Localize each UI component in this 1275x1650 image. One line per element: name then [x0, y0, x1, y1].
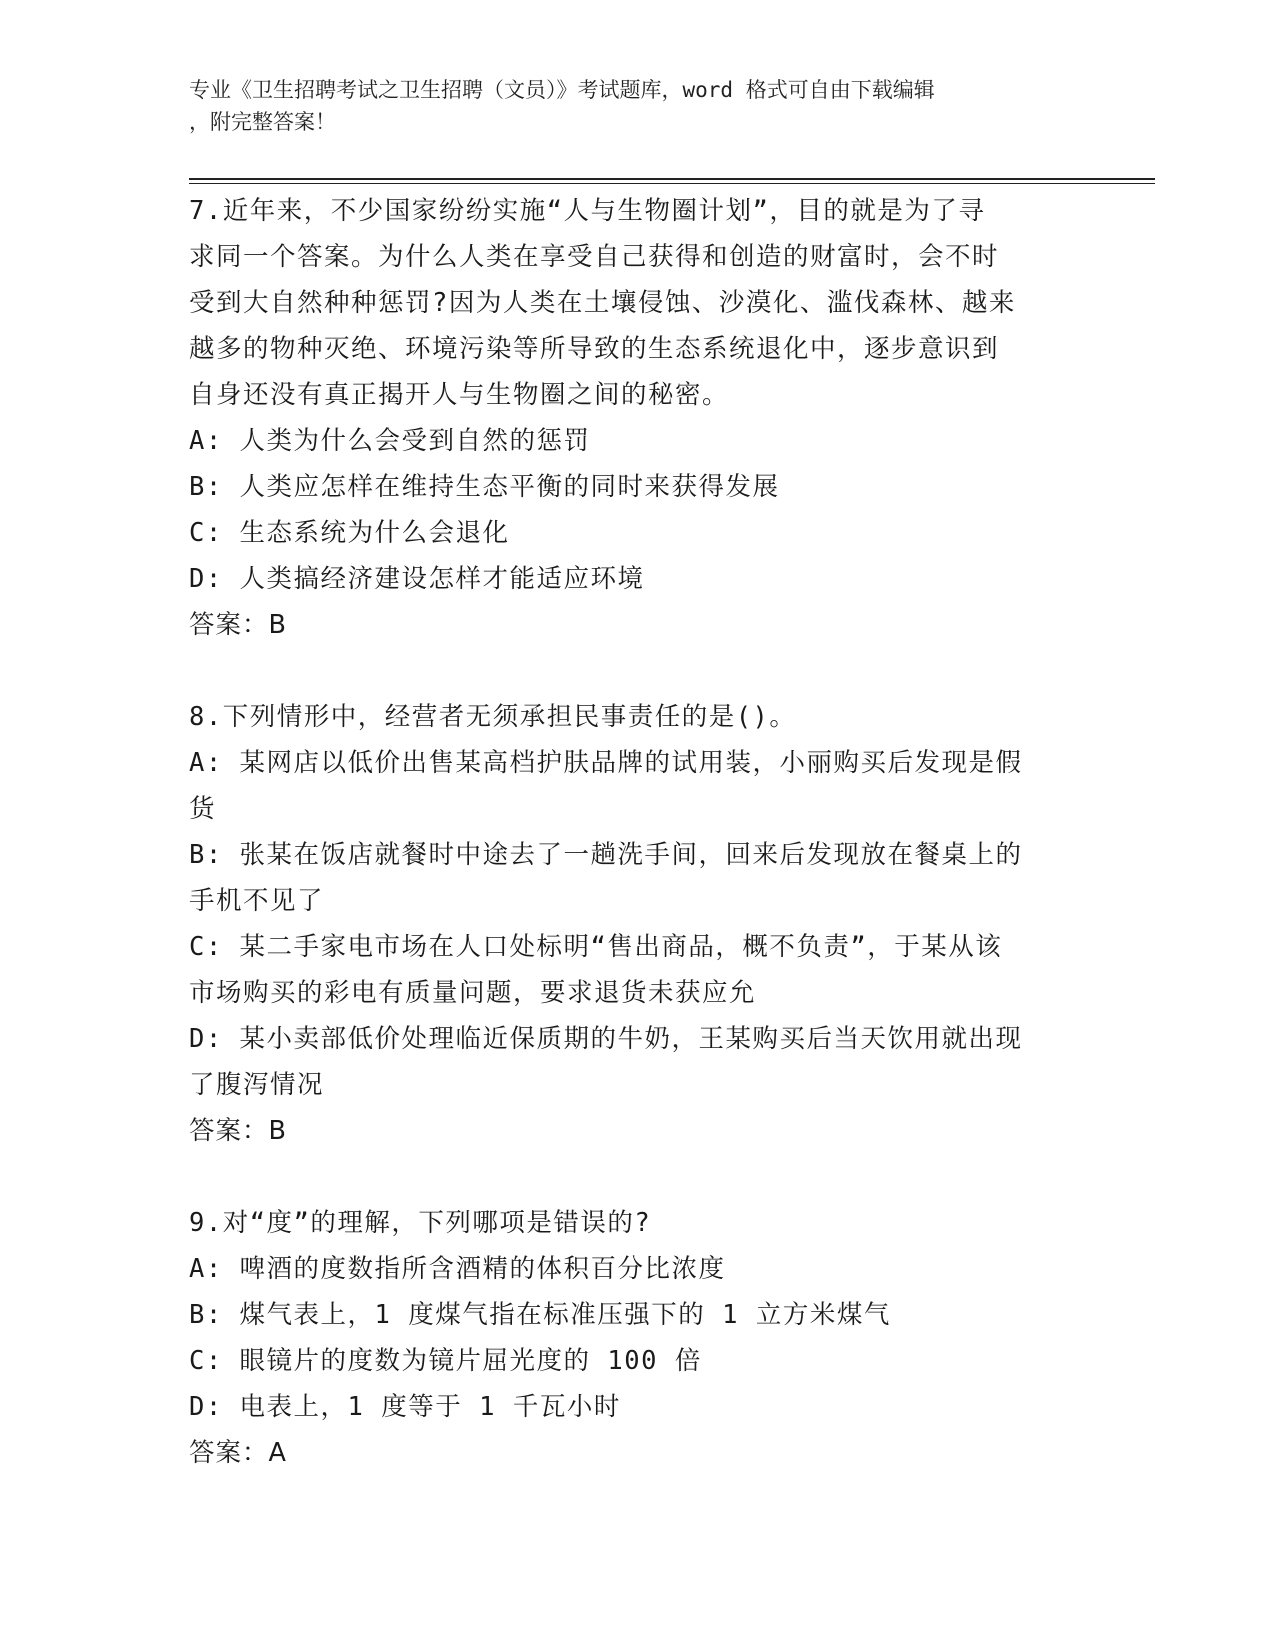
option-c: C: 生态系统为什么会退化	[189, 518, 510, 548]
question-stem-line: 7.近年来，不少国家纷纷实施“人与生物圈计划”，目的就是为了寻	[189, 196, 986, 226]
question-stem-line: 自身还没有真正揭开人与生物圈之间的秘密。	[189, 380, 730, 410]
header-line-2: ，附完整答案！	[189, 110, 336, 134]
question-stem-line: 8.下列情形中，经营者无须承担民事责任的是()。	[189, 702, 797, 732]
option-d: D: 电表上，1 度等于 1 千瓦小时	[189, 1392, 621, 1422]
option-c: C: 眼镜片的度数为镜片屈光度的 100 倍	[189, 1346, 702, 1376]
answer-label: 答案：B	[189, 610, 287, 640]
question-8	[189, 694, 1079, 1154]
question-9	[189, 1200, 1079, 1476]
header-line-1: 专业《卫生招聘考试之卫生招聘（文员）》考试题库，word 格式可自由下载编辑	[189, 78, 935, 102]
question-stem-line: 9.对“度”的理解，下列哪项是错误的?	[189, 1208, 652, 1238]
option-b: B: 张某在饭店就餐时中途去了一趟洗手间，回来后发现放在餐桌上的	[189, 840, 1023, 870]
question-list	[189, 188, 1079, 1522]
option-a: A: 啤酒的度数指所含酒精的体积百分比浓度	[189, 1254, 726, 1284]
option-b: B: 人类应怎样在维持生态平衡的同时来获得发展	[189, 472, 780, 502]
answer-label: 答案：B	[189, 1116, 287, 1146]
question-stem-line: 受到大自然种种惩罚?因为人类在土壤侵蚀、沙漠化、滥伐森林、越来	[189, 288, 1016, 318]
option-d: D: 人类搞经济建设怎样才能适应环境	[189, 564, 645, 594]
option-a: A: 人类为什么会受到自然的惩罚	[189, 426, 591, 456]
option-a: A: 某网店以低价出售某高档护肤品牌的试用装，小丽购买后发现是假	[189, 748, 1023, 778]
question-7	[189, 188, 1079, 648]
option-c-continued: 市场购买的彩电有质量问题，要求退货未获应允	[189, 978, 757, 1008]
option-a-continued: 货	[189, 794, 217, 824]
option-b-continued: 手机不见了	[189, 886, 325, 916]
option-c: C: 某二手家电市场在人口处标明“售出商品，概不负责”，于某从该	[189, 932, 1003, 962]
header-divider-thin	[189, 183, 1155, 184]
answer-label: 答案：A	[189, 1438, 287, 1468]
question-stem-line: 求同一个答案。为什么人类在享受自己获得和创造的财富时，会不时	[189, 242, 1000, 272]
option-d-continued: 了腹泻情况	[189, 1070, 325, 1100]
option-d: D: 某小卖部低价处理临近保质期的牛奶，王某购买后当天饮用就出现	[189, 1024, 1023, 1054]
header-divider-thick	[189, 178, 1155, 180]
document-header	[189, 74, 1089, 138]
option-b: B: 煤气表上，1 度煤气指在标准压强下的 1 立方米煤气	[189, 1300, 891, 1330]
question-stem-line: 越多的物种灭绝、环境污染等所导致的生态系统退化中，逐步意识到	[189, 334, 1000, 364]
